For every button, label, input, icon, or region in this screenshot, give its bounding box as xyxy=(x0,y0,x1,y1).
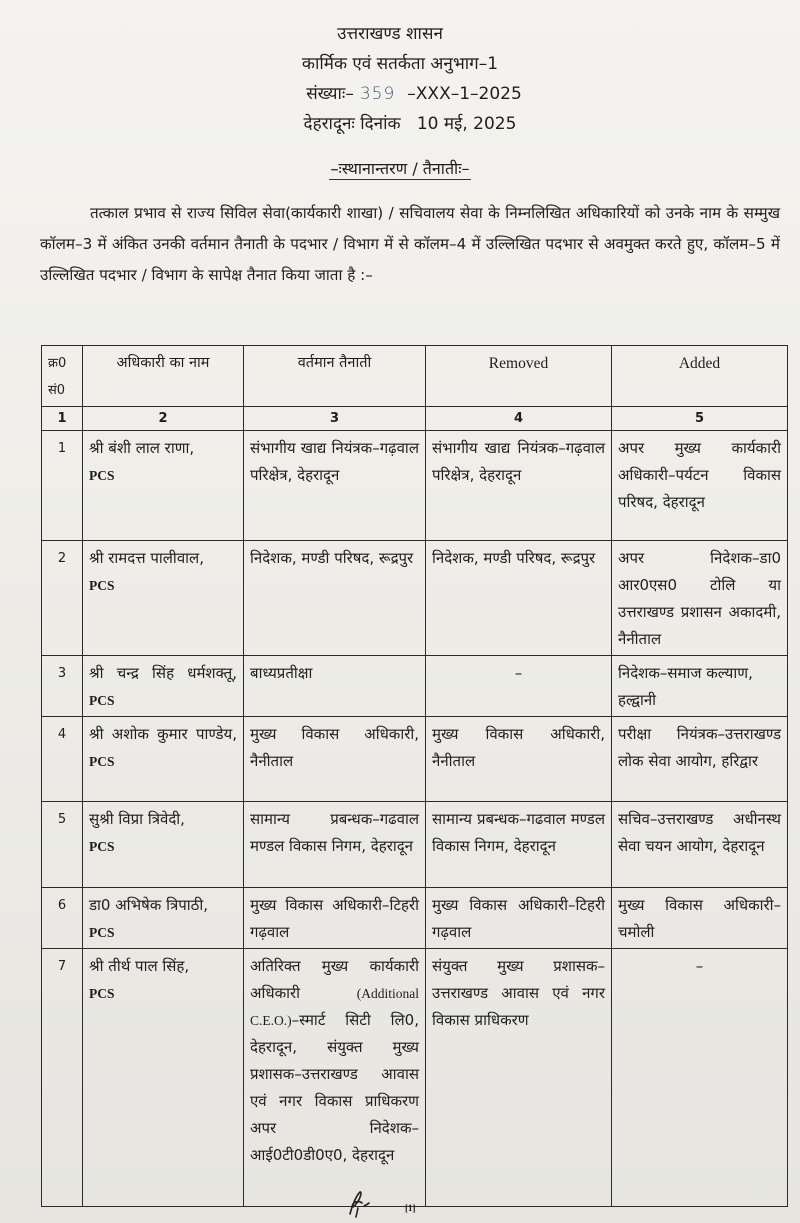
current-posting: सामान्य प्रबन्धक–गढवाल मण्डल विकास निगम, देहरादून xyxy=(244,802,426,888)
removed-posting: निदेशक, मण्डी परिषद, रूद्रपुर xyxy=(426,541,612,656)
table-row xyxy=(42,802,788,888)
page-number: [1] xyxy=(405,1203,416,1213)
added-posting: निदेशक–समाज कल्याण, हल्द्वानी xyxy=(612,656,788,717)
service-label: PCS xyxy=(89,754,115,769)
table-row xyxy=(42,888,788,949)
service-label: PCS xyxy=(89,986,115,1001)
column-number: 5 xyxy=(612,407,788,431)
officer-name-cell xyxy=(83,541,244,656)
transfer-table xyxy=(41,345,788,1207)
added-posting: सचिव–उत्तराखण्ड अधीनस्थ सेवा चयन आयोग, देहरादून xyxy=(612,802,788,888)
table-row xyxy=(42,431,788,541)
reference-line xyxy=(14,82,800,106)
added-posting: – xyxy=(612,949,788,1207)
table-header-row xyxy=(42,346,788,407)
service-label: PCS xyxy=(89,578,115,593)
officer-name-cell xyxy=(83,717,244,802)
current-posting: निदेशक, मण्डी परिषद, रूद्रपुर xyxy=(244,541,426,656)
column-number: 1 xyxy=(42,407,83,431)
serial-number: 3 xyxy=(42,656,83,717)
officer-name-cell xyxy=(83,802,244,888)
order-date: 10 मई, 2025 xyxy=(416,114,517,134)
current-posting-part2: –स्मार्ट सिटी लि0, देहरादून, संयुक्त मुख्य प्रशासक–उत्तराखण्ड आवास एवं नगर विकास प्राधिकरण अपर निदेशक–आई0टी0डी0ए0, देहरादून xyxy=(250,1011,419,1164)
current-posting: संभागीय खाद्य नियंत्रक–गढ़वाल परिक्षेत्र, देहरादून xyxy=(244,431,426,541)
officer-name: श्री चन्द्र सिंह धर्मशक्तू, xyxy=(89,664,237,682)
header-added: Added xyxy=(612,346,788,407)
removed-posting: मुख्य विकास अधिकारी, नैनीताल xyxy=(426,717,612,802)
serial-number: 1 xyxy=(42,431,83,541)
intro-paragraph: तत्काल प्रभाव से राज्य सिविल सेवा(कार्यकारी शाखा) / सचिवालय सेवा के निम्नलिखित अधिकारियों को उनके नाम के सम्मुख कॉलम–3 में अंकित उनकी वर्तमान तैनाती के पदभार / विभाग में से कॉलम–4 में उल्लिखित पदभार से अवमुक्त करते हुए, कॉलम–5 में उल्लिखित पदभार / विभाग के सापेक्ष तैनात किया जाता है :– xyxy=(40,204,780,284)
signature-initials-icon xyxy=(344,1188,374,1218)
government-title: उत्तराखण्ड शासन xyxy=(337,24,443,44)
serial-number: 2 xyxy=(42,541,83,656)
serial-number: 4 xyxy=(42,717,83,802)
subject-text: –ःस्थानान्तरण / तैनातीः– xyxy=(330,159,470,178)
current-posting: मुख्य विकास अधिकारी–टिहरी गढ़वाल xyxy=(244,888,426,949)
officer-name: श्री तीर्थ पाल सिंह, xyxy=(89,957,190,975)
added-posting: अपर निदेशक–डा0 आर0एस0 टोलि या उत्तराखण्ड प्रशासन अकादमी, नैनीताल xyxy=(612,541,788,656)
removed-posting: सामान्य प्रबन्धक–गढवाल मण्डल विकास निगम, देहरादून xyxy=(426,802,612,888)
reference-suffix: –XXX–1–2025 xyxy=(407,84,522,104)
service-label: PCS xyxy=(89,468,115,483)
header-removed: Removed xyxy=(426,346,612,407)
removed-posting: मुख्य विकास अधिकारी–टिहरी गढ़वाल xyxy=(426,888,612,949)
current-posting-part1: अतिरिक्त मुख्य कार्यकारी अधिकारी xyxy=(250,957,419,1002)
column-number: 3 xyxy=(244,407,426,431)
officer-name: श्री रामदत्त पालीवाल, xyxy=(89,549,204,567)
column-number: 2 xyxy=(83,407,244,431)
header-officer-name: अधिकारी का नाम xyxy=(83,346,244,407)
service-label: PCS xyxy=(89,693,115,708)
serial-number: 6 xyxy=(42,888,83,949)
service-label: PCS xyxy=(89,925,115,940)
reference-number-handwritten: 359 xyxy=(359,84,396,104)
removed-posting: संभागीय खाद्य नियंत्रक–गढ़वाल परिक्षेत्र, देहरादून xyxy=(426,431,612,541)
officer-name: श्री बंशी लाल राणा, xyxy=(89,439,195,457)
table-row xyxy=(42,949,788,1207)
officer-name: श्री अशोक कुमार पाण्डेय, xyxy=(89,725,237,743)
column-number: 4 xyxy=(426,407,612,431)
table-row xyxy=(42,541,788,656)
officer-name-cell xyxy=(83,888,244,949)
subject-heading xyxy=(0,157,800,179)
service-label: PCS xyxy=(89,839,115,854)
column-number-row xyxy=(42,407,788,431)
current-posting: बाध्यप्रतीक्षा xyxy=(244,656,426,717)
department-title: कार्मिक एवं सतर्कता अनुभाग–1 xyxy=(301,54,499,74)
added-posting: परीक्षा नियंत्रक–उत्तराखण्ड लोक सेवा आयोग, हरिद्वार xyxy=(612,717,788,802)
added-posting: अपर मुख्य कार्यकारी अधिकारी–पर्यटन विकास परिषद, देहरादून xyxy=(612,431,788,541)
added-posting: मुख्य विकास अधिकारी–चमोली xyxy=(612,888,788,949)
current-posting-english: (Additional C.E.O.) xyxy=(250,986,419,1028)
officer-name: डा0 अभिषेक त्रिपाठी, xyxy=(89,896,209,914)
header-serial: क्र0 सं0 xyxy=(42,346,83,407)
table-row xyxy=(42,717,788,802)
place-date-line xyxy=(10,112,800,136)
header-current-posting: वर्तमान तैनाती xyxy=(244,346,426,407)
current-posting: मुख्य विकास अधिकारी, नैनीताल xyxy=(244,717,426,802)
officer-name-cell xyxy=(83,656,244,717)
serial-number: 7 xyxy=(42,949,83,1207)
table-row xyxy=(42,656,788,717)
officer-name: सुश्री विप्रा त्रिवेदी, xyxy=(89,810,185,828)
place-date-label: देहरादूनः दिनांक xyxy=(303,114,401,134)
removed-posting: – xyxy=(426,656,612,717)
officer-name-cell xyxy=(83,431,244,541)
current-posting xyxy=(244,949,426,1207)
reference-label: संख्याः– xyxy=(306,84,354,104)
serial-number: 5 xyxy=(42,802,83,888)
officer-name-cell xyxy=(83,949,244,1207)
removed-posting: संयुक्त मुख्य प्रशासक–उत्तराखण्ड आवास एवं नगर विकास प्राधिकरण xyxy=(426,949,612,1207)
